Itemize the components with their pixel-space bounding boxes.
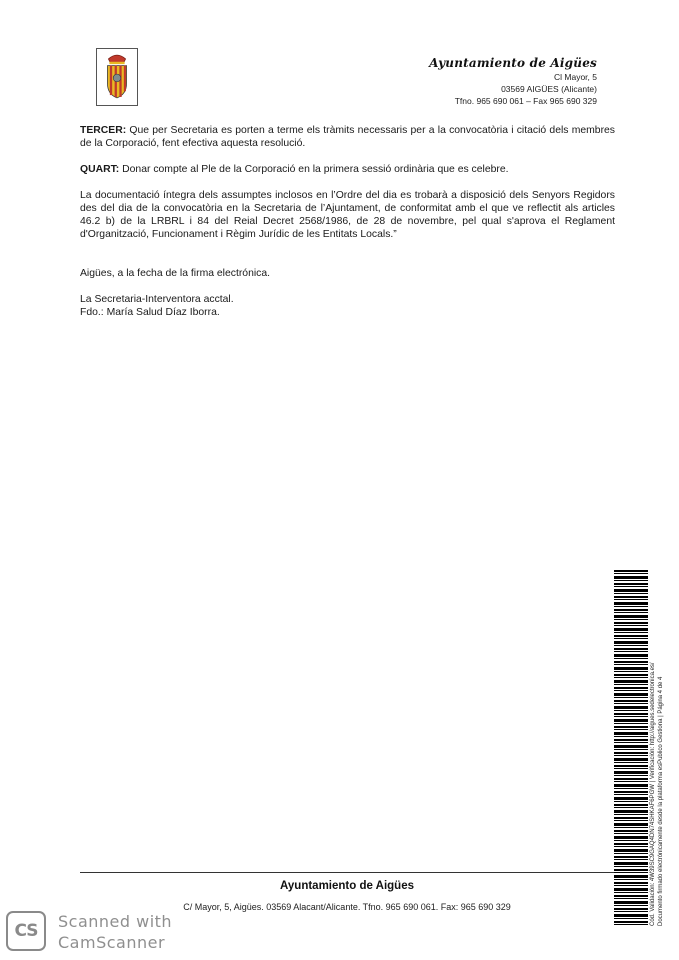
letterhead-address: Cl Mayor, 5 (554, 72, 597, 82)
validation-line-2: Documento firmado electrónicamente desde la plataforma esPublico Gestiona | Página 4 de 4 (657, 676, 664, 926)
letterhead (429, 55, 597, 107)
signer-role: La Secretaria-Interventora acctal. (80, 294, 234, 305)
footer-org-name: Ayuntamiento de Aigües (280, 880, 414, 892)
place-date: Aigües, a la fecha de la firma electrónica. (80, 268, 271, 279)
camscanner-watermark (58, 911, 172, 953)
paragraph-quart (80, 163, 615, 176)
signature-block (80, 293, 615, 319)
quart-text: Donar compte al Ple de la Corporació en la primera sessió ordinària que es celebre. (119, 164, 509, 175)
paragraph-tercer (80, 124, 615, 150)
signer-name: Fdo.: María Salud Díaz Iborra. (80, 307, 220, 318)
paragraph-documentacio: La documentació íntegra dels assumptes inclosos en l’Ordre del dia es trobarà a disposició dels Senyors Regidors des del dia de la convocatòria en la Secretaria de l’Ajuntament, de conformitat amb el que ve reflectit als articles 46.2 b) de la LRBRL i 84 del Reial Decret 2568/1986, de 28 de novembre, pel qual s'aprova el Reglament d'Organització, Funcionament i Règim Jurídic de les Entitats Locals.” (80, 190, 615, 240)
letterhead-postal: 03569 AIGÜES (Alicante) (501, 84, 597, 94)
municipal-crest-icon (96, 48, 138, 106)
validation-stamp-text (650, 606, 665, 926)
watermark-line-2: CamScanner (58, 933, 166, 952)
validation-barcode (614, 570, 648, 926)
letterhead-org-name: Ayuntamiento de Aigües (429, 56, 597, 70)
tercer-label: TERCER: (80, 125, 127, 136)
footer-divider (80, 872, 614, 873)
footer-address: C/ Mayor, 5, Aigües. 03569 Alacant/Alicante. Tfno. 965 690 061. Fax: 965 690 329 (183, 902, 511, 912)
validation-line-1: Cód. Validación: 4W39SC9GAQ4DN74SHKAF6PGW | Verificación: http://aigues.sedelectronica.es/ (650, 662, 656, 926)
camscanner-logo-icon: CS (6, 911, 46, 951)
quart-label: QUART: (80, 164, 120, 175)
document-body (80, 124, 615, 319)
letterhead-phone: Tfno. 965 690 061 – Fax 965 690 329 (454, 96, 597, 106)
tercer-text: Que per Secretaria es porten a terme els tràmits necessaris per a la convocatòria i citació dels membres de la Corporació, fent efectiva aquesta resolució. (80, 125, 615, 149)
watermark-line-1: Scanned with (58, 912, 173, 931)
